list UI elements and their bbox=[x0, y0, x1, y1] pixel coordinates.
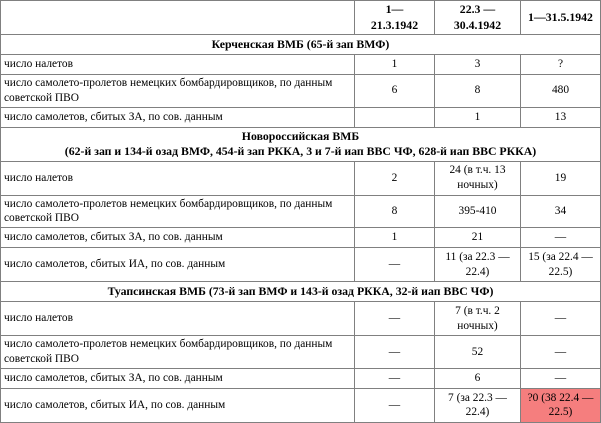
table-row bbox=[1, 161, 601, 195]
cell-value: 1 bbox=[355, 55, 435, 75]
cell-value: 52 bbox=[435, 336, 521, 369]
table-row bbox=[1, 228, 601, 248]
row-label: число самолетов, сбитых ЗА, по сов. данным bbox=[1, 228, 355, 248]
cell-value: 13 bbox=[521, 107, 601, 127]
cell-value: 11 (за 22.3 — 22.4) bbox=[435, 248, 521, 282]
cell-value: — bbox=[355, 336, 435, 369]
table-row bbox=[1, 336, 601, 369]
header-period-2-line-1: 22.3 — bbox=[459, 2, 496, 17]
cell-value: 6 bbox=[435, 368, 521, 388]
section-header-row bbox=[1, 127, 601, 161]
table-row bbox=[1, 302, 601, 336]
cell-value: ? bbox=[521, 55, 601, 75]
table-row bbox=[1, 55, 601, 75]
header-row bbox=[1, 1, 601, 35]
row-label: число самолето-пролетов немецких бомбардировщиков, по данным советской ПВО bbox=[1, 195, 355, 228]
table-row bbox=[1, 107, 601, 127]
row-label: число налетов bbox=[1, 302, 355, 336]
cell-value: 21 bbox=[435, 228, 521, 248]
row-label: число самолетов, сбитых ЗА, по сов. данным bbox=[1, 107, 355, 127]
row-label: число налетов bbox=[1, 55, 355, 75]
cell-value: — bbox=[521, 336, 601, 369]
table-row bbox=[1, 248, 601, 282]
section-header-row bbox=[1, 282, 601, 302]
cell-value bbox=[355, 107, 435, 127]
cell-value: — bbox=[521, 368, 601, 388]
header-period-3: 1—31.5.1942 bbox=[521, 1, 601, 35]
header-period-1-line-2: 21.3.1942 bbox=[370, 17, 419, 32]
cell-value: 8 bbox=[355, 195, 435, 228]
cell-value: 7 (в т.ч. 2 ночных) bbox=[435, 302, 521, 336]
cell-value: 1 bbox=[435, 107, 521, 127]
section-title-tuapse: Туапсинская ВМБ (73-й зап ВМФ и 143-й озад РККА, 32-й иап ВВС ЧФ) bbox=[1, 282, 601, 302]
table-row bbox=[1, 195, 601, 228]
cell-value: 8 bbox=[435, 75, 521, 108]
header-cell-empty bbox=[1, 1, 355, 35]
table-row bbox=[1, 75, 601, 108]
section-header-row bbox=[1, 35, 601, 55]
header-period-1 bbox=[355, 1, 435, 35]
cell-value: 15 (за 22.4 — 22.5) bbox=[521, 248, 601, 282]
highlighted-cell-value: ?0 (38 22.4 — 22.5) bbox=[521, 388, 601, 422]
table-row bbox=[1, 388, 601, 422]
section-title-novorossiysk bbox=[1, 127, 601, 161]
cell-value: 6 bbox=[355, 75, 435, 108]
section-title-novorossiysk-line-1: Новороссийская ВМБ bbox=[241, 128, 360, 143]
cell-value: 24 (в т.ч. 13 ночных) bbox=[435, 161, 521, 195]
cell-value: 395-410 bbox=[435, 195, 521, 228]
cell-value: — bbox=[355, 388, 435, 422]
section-title-novorossiysk-line-2: (62-й зап и 134-й озад ВМФ, 454-й зап РККА, 3 и 7-й иап ВВС ЧФ, 628-й иап ВВС РККА) bbox=[64, 144, 537, 159]
table-row bbox=[1, 368, 601, 388]
row-label: число самолетов, сбитых ИА, по сов. данным bbox=[1, 248, 355, 282]
section-title-kerch: Керченская ВМБ (65-й зап ВМФ) bbox=[1, 35, 601, 55]
cell-value: 480 bbox=[521, 75, 601, 108]
row-label: число самолето-пролетов немецких бомбардировщиков, по данным советской ПВО bbox=[1, 75, 355, 108]
cell-value: 7 (за 22.3 — 22.4) bbox=[435, 388, 521, 422]
header-period-2 bbox=[435, 1, 521, 35]
cell-value: 1 bbox=[355, 228, 435, 248]
cell-value: 34 bbox=[521, 195, 601, 228]
row-label: число самолетов, сбитых ИА, по сов. данным bbox=[1, 388, 355, 422]
cell-value: 2 bbox=[355, 161, 435, 195]
cell-value: — bbox=[355, 248, 435, 282]
cell-value: — bbox=[355, 368, 435, 388]
cell-value: — bbox=[521, 228, 601, 248]
row-label: число самолетов, сбитых ЗА, по сов. данным bbox=[1, 368, 355, 388]
cell-value: 19 bbox=[521, 161, 601, 195]
row-label: число налетов bbox=[1, 161, 355, 195]
cell-value: — bbox=[521, 302, 601, 336]
header-period-2-line-2: 30.4.1942 bbox=[453, 17, 502, 32]
row-label: число самолето-пролетов немецких бомбардировщиков, по данным советской ПВО bbox=[1, 336, 355, 369]
cell-value: 3 bbox=[435, 55, 521, 75]
header-period-1-line-1: 1— bbox=[385, 2, 404, 17]
cell-value: — bbox=[355, 302, 435, 336]
